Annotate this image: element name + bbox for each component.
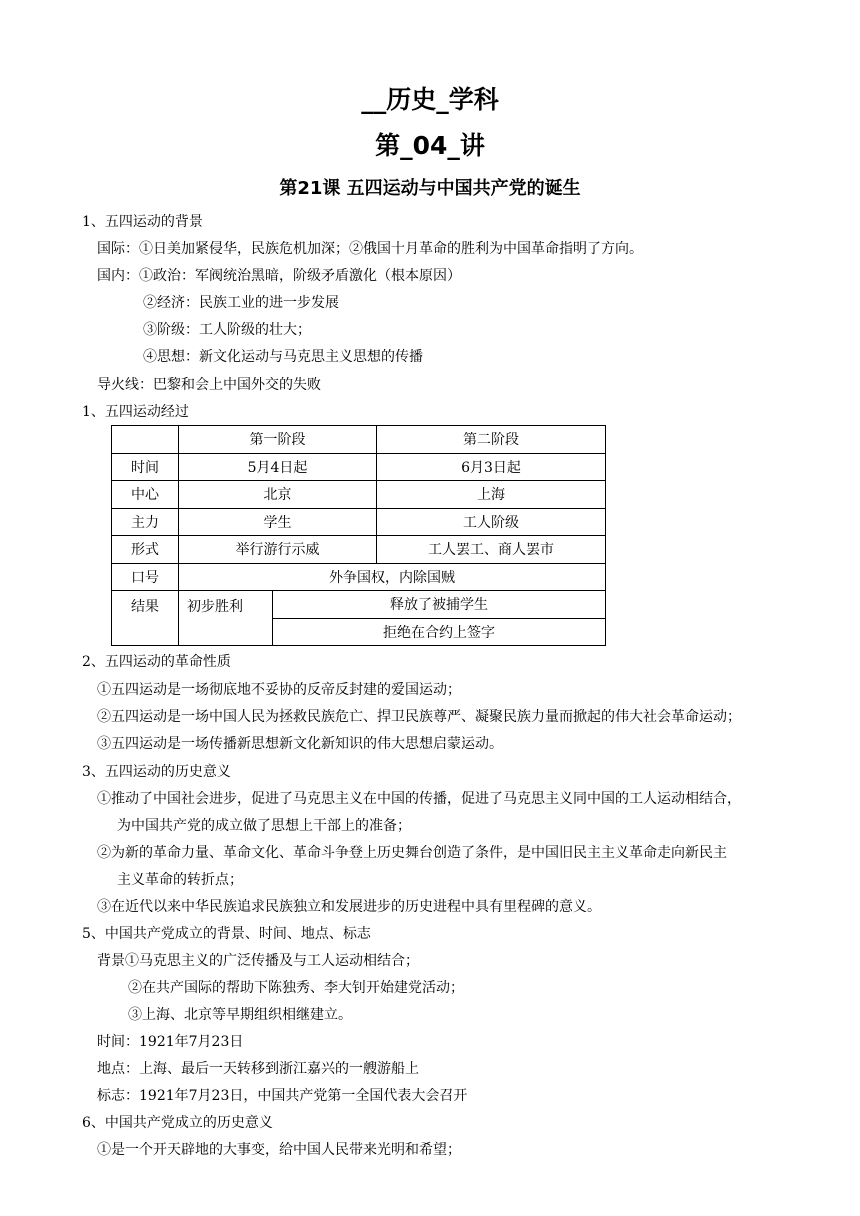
table-cell: 学生 (179, 508, 377, 536)
section-heading-background: 1、五四运动的背景 (82, 214, 203, 230)
table-row (112, 453, 606, 481)
table-cell: 上海 (377, 481, 606, 509)
founding-place: 地点：上海、最后一天转移到浙江嘉兴的一艘游船上 (97, 1061, 419, 1077)
table-cell: 外争国权，内除国贼 (179, 563, 606, 591)
background-domestic-economy: ②经济：民族工业的进一步发展 (143, 295, 339, 311)
table-row (112, 481, 606, 509)
section-heading-significance: 3、五四运动的历史意义 (82, 764, 231, 780)
significance-point-1: ①推动了中国社会进步，促进了马克思主义在中国的传播，促进了马克思主义同中国的工人运动相结合， (97, 791, 741, 807)
lesson-title: 第21课 五四运动与中国共产党的诞生 (279, 178, 581, 199)
table-row-label: 口号 (112, 563, 179, 591)
lecture-title: 第_04_讲 (375, 131, 485, 160)
background-domestic-politics: 国内：①政治：军阀统治黑暗，阶级矛盾激化（根本原因） (97, 268, 461, 284)
section-heading-founding: 5、中国共产党成立的背景、时间、地点、标志 (82, 926, 371, 942)
table-row-label: 形式 (112, 536, 179, 564)
background-domestic-class: ③阶级：工人阶级的壮大； (143, 322, 311, 338)
background-domestic-thought: ④思想：新文化运动与马克思主义思想的传播 (143, 349, 423, 365)
founding-time: 时间：1921年7月23日 (97, 1034, 244, 1050)
nature-point-1: ①五四运动是一场彻底地不妥协的反帝反封建的爱国运动； (97, 682, 461, 698)
movement-process-table (111, 425, 606, 646)
table-row-label: 结果 (112, 591, 179, 646)
table-row (112, 426, 606, 454)
table-row (112, 508, 606, 536)
party-significance-point-1: ①是一个开天辟地的大事变，给中国人民带来光明和希望； (97, 1142, 461, 1158)
background-international: 国际：①日美加紧侵华，民族危机加深；②俄国十月革命的胜利为中国革命指明了方向。 (97, 241, 643, 257)
significance-point-3: ③在近代以来中华民族追求民族独立和发展进步的历史进程中具有里程碑的意义。 (97, 899, 601, 915)
table-cell: 工人阶级 (377, 508, 606, 536)
table-row (112, 563, 606, 591)
table-header-stage2: 第二阶段 (377, 426, 606, 454)
significance-point-1-cont: 为中国共产党的成立做了思想上干部上的准备； (117, 818, 411, 834)
table-row-label: 时间 (112, 453, 179, 481)
significance-point-2-cont: 主义革命的转折点； (117, 872, 243, 888)
table-row (112, 591, 606, 619)
table-cell: 6月3日起 (377, 453, 606, 481)
table-cell (112, 426, 179, 454)
table-row (112, 536, 606, 564)
founding-background-1: 背景①马克思主义的广泛传播及与工人运动相结合； (97, 953, 419, 969)
table-cell: 初步胜利 (179, 591, 273, 646)
table-cell: 5月4日起 (179, 453, 377, 481)
nature-point-2: ②五四运动是一场中国人民为拯救民族危亡、捍卫民族尊严、凝聚民族力量而掀起的伟大社会革命运动； (97, 709, 741, 725)
table-cell: 举行游行示威 (179, 536, 377, 564)
table-cell: 工人罢工、商人罢市 (377, 536, 606, 564)
section-heading-nature: 2、五四运动的革命性质 (82, 654, 231, 670)
subject-title: __历史_学科 (361, 85, 499, 114)
table-row-label: 主力 (112, 508, 179, 536)
significance-point-2: ②为新的革命力量、革命文化、革命斗争登上历史舞台创造了条件，是中国旧民主主义革命走向新民主 (97, 845, 727, 861)
section-heading-process: 1、五四运动经过 (82, 404, 189, 420)
table-cell: 拒绝在合约上签字 (273, 618, 606, 646)
founding-sign: 标志：1921年7月23日，中国共产党第一全国代表大会召开 (97, 1088, 468, 1104)
table-cell: 释放了被捕学生 (273, 591, 606, 619)
founding-background-3: ③上海、北京等早期组织相继建立。 (128, 1007, 352, 1023)
founding-background-2: ②在共产国际的帮助下陈独秀、李大钊开始建党活动； (128, 980, 464, 996)
table-row-label: 中心 (112, 481, 179, 509)
section-heading-party-significance: 6、中国共产党成立的历史意义 (82, 1115, 273, 1131)
background-trigger: 导火线：巴黎和会上中国外交的失败 (97, 377, 321, 393)
nature-point-3: ③五四运动是一场传播新思想新文化新知识的伟大思想启蒙运动。 (97, 736, 503, 752)
table-header-stage1: 第一阶段 (179, 426, 377, 454)
table-cell: 北京 (179, 481, 377, 509)
